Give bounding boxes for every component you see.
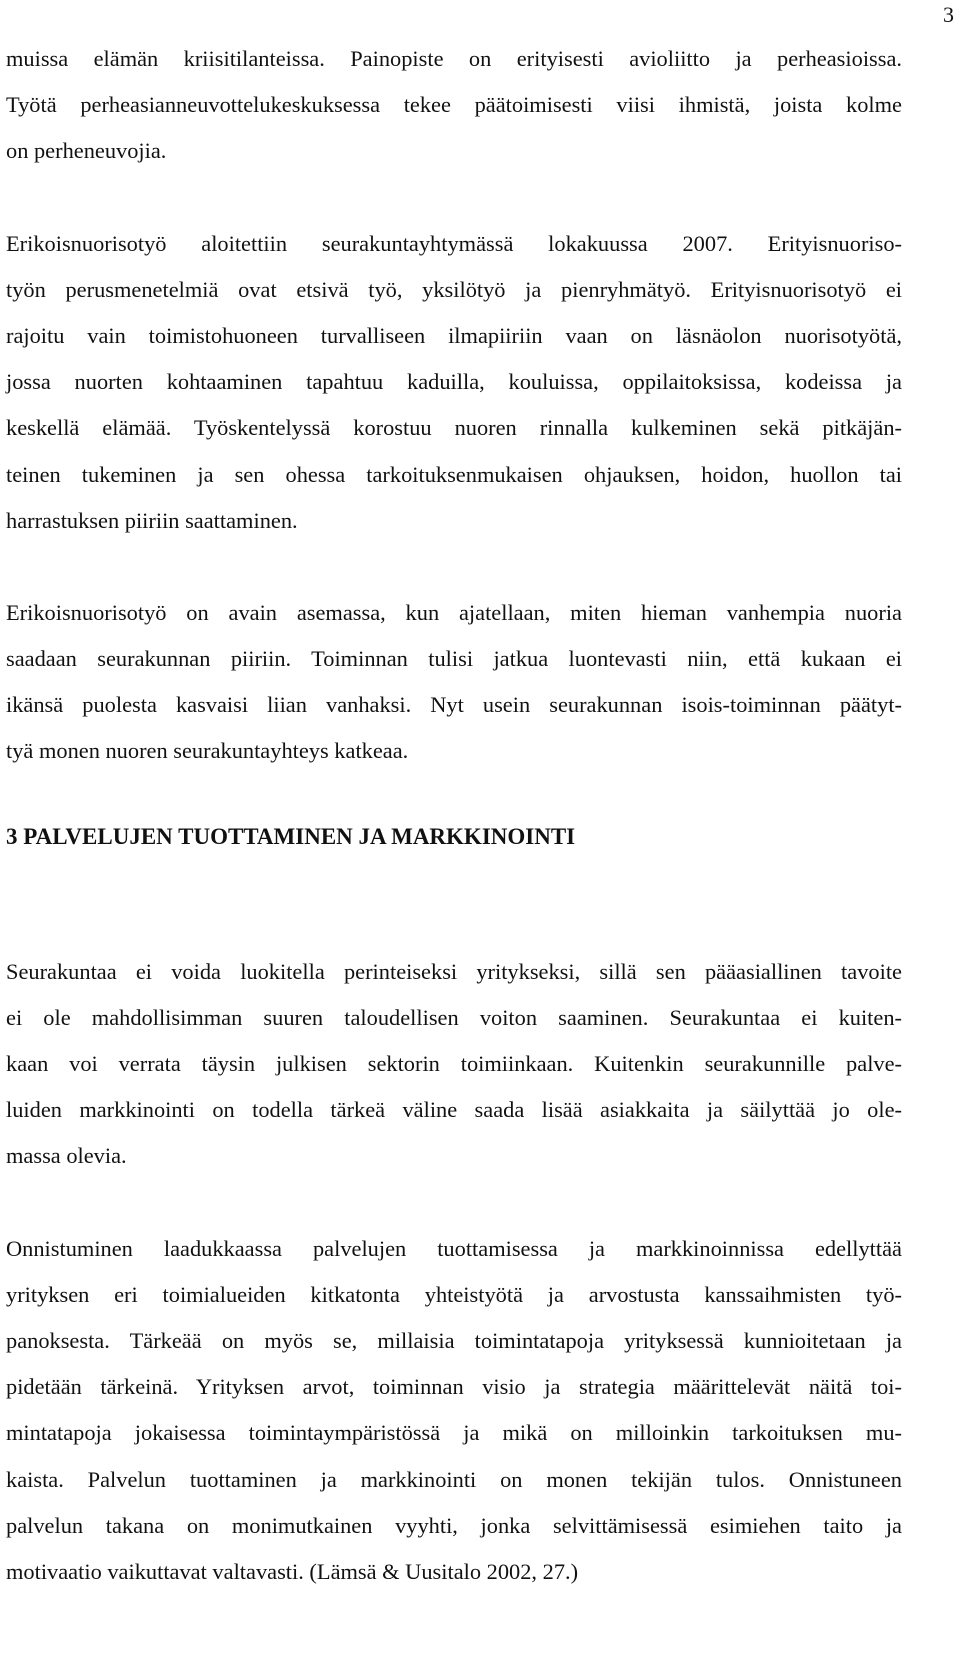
text-line: ei ole mahdollisimman suuren taloudellisen voiton saaminen. Seurakuntaa ei kuiten- xyxy=(6,1004,902,1030)
paragraph-special-youth-work xyxy=(6,221,902,544)
document-body xyxy=(6,36,902,1595)
text-line: kaan voi verrata täysin julkisen sektorin toimiinkaan. Kuitenkin seurakunnille palve- xyxy=(6,1051,902,1076)
text-line: massa olevia. xyxy=(6,1143,127,1169)
paragraph-spacer xyxy=(6,544,902,590)
text-line: on perheneuvojia. xyxy=(6,138,167,164)
text-line: saadaan seurakunnan piiriin. Toiminnan tulisi jatkua luontevasti niin, että kukaan ei xyxy=(6,646,902,672)
text-line: teinen tukeminen ja sen ohessa tarkoituksenmukaisen ohjauksen, hoidon, huollon tai xyxy=(6,461,902,487)
text-line: tyä monen nuoren seurakuntayhteys katkeaa. xyxy=(6,738,409,764)
paragraph-parish-not-company xyxy=(6,949,902,1180)
text-line: panoksesta. Tärkeää on myös se, millaisia toimintatapoja yrityksessä kunnioitetaan ja xyxy=(6,1327,902,1353)
text-line: muissa elämän kriisitilanteissa. Painopiste on erityisesti avioliitto ja perheasioissa. xyxy=(6,46,902,71)
text-line: rajoitu vain toimistohuoneen turvalliseen ilmapiiriin vaan on läsnäolon nuorisotyötä, xyxy=(6,322,902,348)
text-line: pidetään tärkeinä. Yrityksen arvot, toiminnan visio ja strategia määrittelevät näitä toi- xyxy=(6,1374,902,1400)
text-line: Seurakuntaa ei voida luokitella perinteiseksi yritykseksi, sillä sen pääasiallinen tavoite xyxy=(6,958,902,984)
text-line: jossa nuorten kohtaaminen tapahtuu kaduilla, kouluissa, oppilaitoksissa, kodeissa ja xyxy=(6,369,902,395)
text-line: Erikoisnuorisotyö aloitettiin seurakuntayhtymässä lokakuussa 2007. Erityisnuoriso- xyxy=(6,230,902,256)
text-line: Työtä perheasianneuvottelukeskuksessa tekee päätoimisesti viisi ihmistä, joista kolme xyxy=(6,92,902,118)
text-line: Erikoisnuorisotyö on avain asemassa, kun ajatellaan, miten hieman vanhempia nuoria xyxy=(6,599,902,625)
text-line: luiden markkinointi on todella tärkeä väline saada lisää asiakkaita ja säilyttää jo ole- xyxy=(6,1097,902,1123)
text-line: Onnistuminen laadukkaassa palvelujen tuottamisessa ja markkinoinnissa edellyttää xyxy=(6,1235,902,1261)
text-line: motivaatio vaikuttavat valtavasti. (Lämsä & Uusitalo 2002, 27.) xyxy=(6,1558,579,1584)
text-line: mintatapoja jokaisessa toimintaympäristössä ja mikä on milloinkin tarkoituksen mu- xyxy=(6,1420,902,1446)
text-line: keskellä elämää. Työskentelyssä korostuu nuoren rinnalla kulkeminen sekä pitkäjän- xyxy=(6,415,902,441)
text-line: yrityksen eri toimialueiden kitkatonta yhteistyötä ja arvostusta kanssaihmisten työ- xyxy=(6,1281,902,1307)
paragraph-key-position xyxy=(6,590,902,775)
text-line: harrastuksen piiriin saattaminen. xyxy=(6,507,298,533)
heading-spacer xyxy=(6,775,902,817)
section-heading: 3 PALVELUJEN TUOTTAMINEN JA MARKKINOINTI xyxy=(6,823,576,849)
text-line: kaista. Palvelun tuottaminen ja markkinointi on monen tekijän tulos. Onnistuneen xyxy=(6,1466,902,1492)
page-number: 3 xyxy=(943,2,954,27)
paragraph-success-quality xyxy=(6,1226,902,1596)
paragraph-spacer xyxy=(6,1180,902,1226)
text-line: palvelun takana on monimutkainen vyyhti, jonka selvittämisessä esimiehen taito ja xyxy=(6,1512,902,1538)
text-line: ikänsä puolesta kasvaisi liian vanhaksi. Nyt usein seurakunnan isois-toiminnan päätyt- xyxy=(6,692,902,718)
paragraph-family-counselling xyxy=(6,36,902,175)
paragraph-spacer xyxy=(6,175,902,221)
heading-spacer xyxy=(6,857,902,949)
text-line: työn perusmenetelmiä ovat etsivä työ, yksilötyö ja pienryhmätyö. Erityisnuorisotyö ei xyxy=(6,276,902,302)
